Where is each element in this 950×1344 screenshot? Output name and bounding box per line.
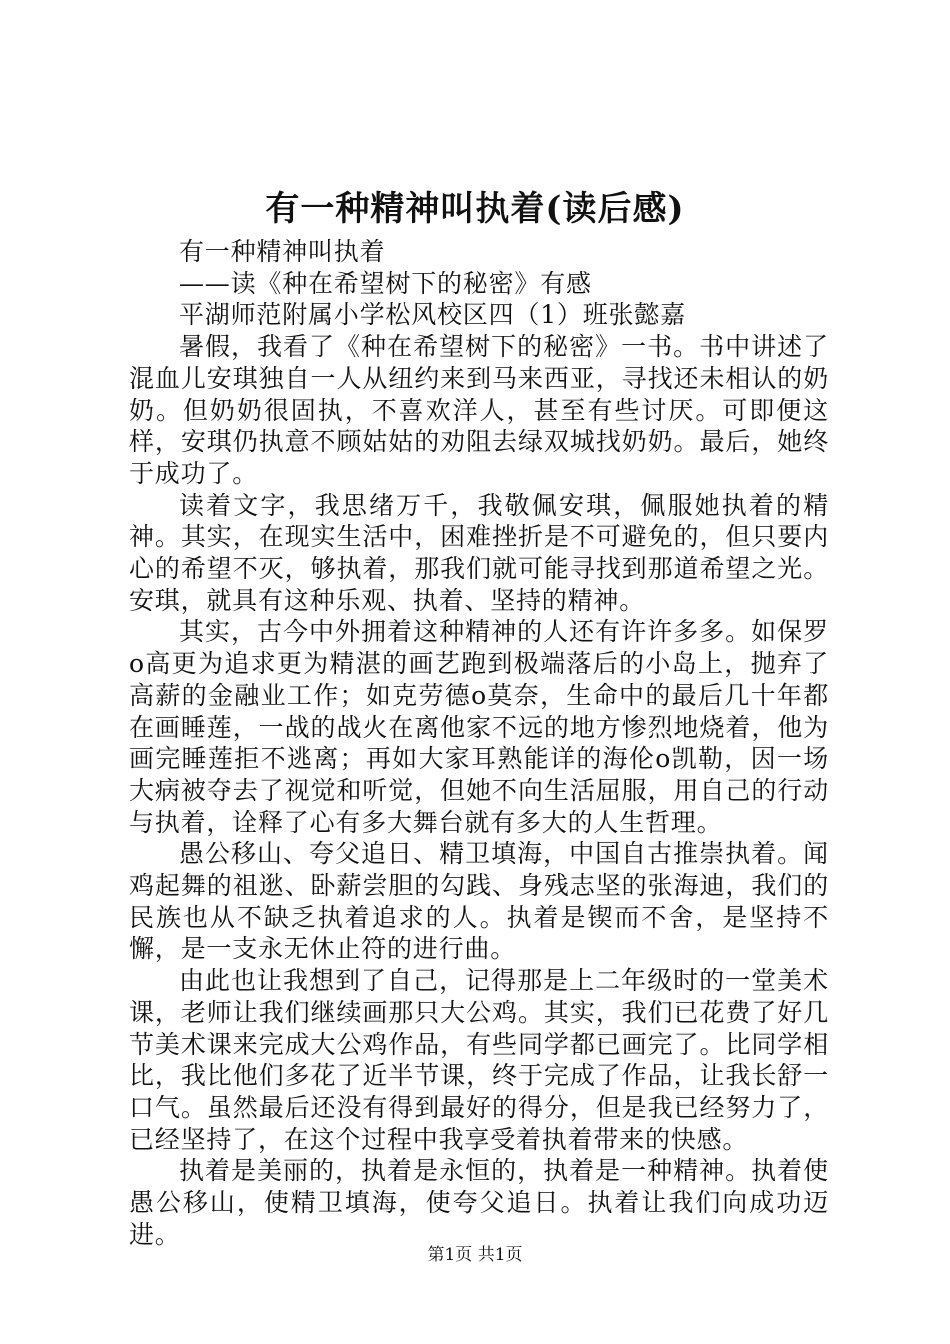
subtitle-heading: 有一种精神叫执着 bbox=[179, 237, 386, 266]
paragraph: 由此也让我想到了自己，记得那是上二年级时的一堂美术课，老师让我们继续画那只大公鸡。其实，我们已花费了好几节美术课来完成大公鸡作品，有些同学都已画完了。比同学相比，我比他们多花了近半节课，终于完成了作品，让我长舒一口气。虽然最后还没有得到最好的得分，但是我已经努力了，已经坚持了，在这个过程中我享受着执着带来的快感。 bbox=[129, 966, 829, 1154]
paragraph: 愚公移山、夸父追日、精卫填海，中国自古推崇执着。闻鸡起舞的祖逖、卧薪尝胆的勾践、身残志坚的张海迪，我们的民族也从不缺乏执着追求的人。执着是锲而不舍，是坚持不懈，是一支永无休止符的进行曲。 bbox=[129, 839, 829, 964]
document-body bbox=[129, 236, 829, 1251]
page-footer: 第1页 共1页 bbox=[427, 1245, 523, 1265]
paragraph: 其实，古今中外拥着这种精神的人还有许许多多。如保罗o高更为追求更为精湛的画艺跑到极端落后的小岛上，抛弃了高薪的金融业工作；如克劳德o莫奈，生命中的最后几十年都在画睡莲，一战的战火在离他家不远的地方惨烈地烧着，他为画完睡莲拒不逃离；再如大家耳熟能详的海伦o凯勒，因一场大病被夺去了视觉和听觉，但她不向生活屈服，用自己的行动与执着，诠释了心有多大舞台就有多大的人生哲理。 bbox=[129, 617, 829, 837]
paragraph: 读着文字，我思绪万千，我敬佩安琪，佩服她执着的精神。其实，在现实生活中，困难挫折是不可避免的，但只要内心的希望不灭，够执着，那我们就可能寻找到那道希望之光。安琪，就具有这种乐观、执着、坚持的精神。 bbox=[129, 490, 829, 615]
author-line: 平湖师范附属小学松风校区四（1）班张懿嘉 bbox=[179, 300, 686, 330]
subtitle-book-reference: ——读《种在希望树下的秘密》有感 bbox=[179, 268, 592, 298]
paragraph: 暑假，我看了《种在希望树下的秘密》一书。书中讲述了混血儿安琪独自一人从纽约来到马来西亚，寻找还未相认的奶奶。但奶奶很固执，不喜欢洋人，甚至有些讨厌。可即便这样，安琪仍执意不顾姑姑的劝阻去绿双城找奶奶。最后，她终于成功了。 bbox=[129, 332, 829, 488]
paragraph: 执着是美丽的，执着是永恒的，执着是一种精神。执着使愚公移山，使精卫填海，使夸父追日。执着让我们向成功迈进。 bbox=[129, 1156, 829, 1249]
document-title: 有一种精神叫执着(读后感) bbox=[265, 189, 685, 229]
